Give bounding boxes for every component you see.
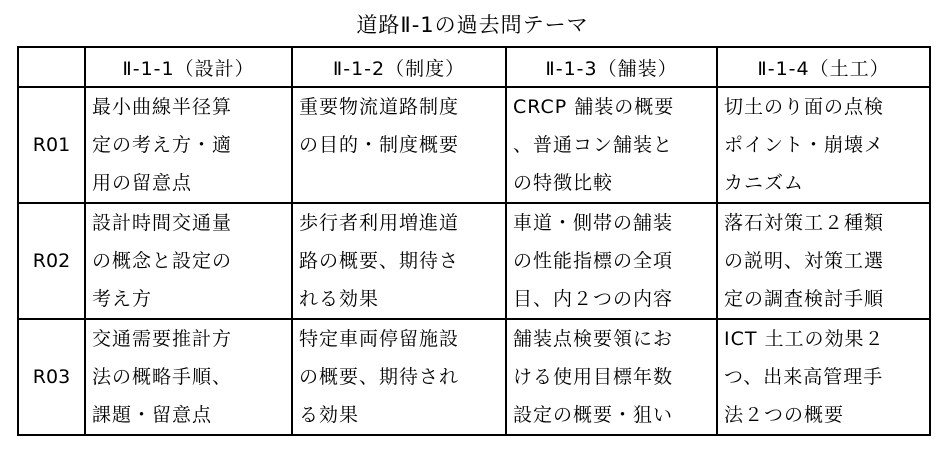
table-cell — [717, 319, 930, 435]
page-title: 道路Ⅱ-1の過去問テーマ — [356, 13, 589, 37]
cell-line: 、普通コン舗装と — [513, 134, 674, 156]
table-cell — [85, 203, 292, 319]
cell-line: 定の考え方・適 — [92, 134, 233, 156]
cell-line: 設計時間交通量 — [92, 212, 233, 234]
year-cell: R03 — [18, 319, 85, 435]
table-cell — [292, 319, 506, 435]
year-cell: R02 — [18, 203, 85, 319]
cell-line: 法２つの概要 — [724, 404, 845, 426]
cell-line: CRCP 舗装の概要 — [513, 96, 675, 118]
table-row-r02 — [18, 203, 930, 319]
cell-line: 切土のり面の点検 — [724, 96, 885, 118]
table-header-row — [18, 47, 930, 87]
table-cell — [85, 87, 292, 203]
header-corner-cell — [18, 47, 85, 87]
cell-line: ポイント・崩壊メ — [724, 134, 885, 156]
cell-line: れる効果 — [299, 288, 380, 310]
table-cell — [506, 319, 717, 435]
cell-line: 重要物流道路制度 — [299, 96, 460, 118]
table-cell — [717, 203, 930, 319]
cell-line: 落石対策工２種類 — [724, 212, 885, 234]
cell-line: 法の概略手順、 — [92, 366, 233, 388]
cell-line: 歩行者利用増進道 — [299, 212, 460, 234]
cell-line: 目、内２つの内容 — [513, 288, 674, 310]
cell-line: 設定の概要・狙い — [513, 404, 674, 426]
cell-line: の特徴比較 — [513, 172, 614, 194]
cell-line: ICT 土工の効果２ — [724, 328, 885, 350]
cell-line: ける使用目標年数 — [513, 366, 674, 388]
table-row-r01 — [18, 87, 930, 203]
cell-line: の概要、期待され — [299, 366, 460, 388]
table-row-r03 — [18, 319, 930, 435]
cell-line: の目的・制度概要 — [299, 134, 460, 156]
year-cell: R01 — [18, 87, 85, 203]
cell-line: 課題・留意点 — [92, 404, 213, 426]
table-cell — [85, 319, 292, 435]
cell-line: 舗装点検要領にお — [513, 328, 674, 350]
cell-line: の性能指標の全項 — [513, 250, 674, 272]
header-system: Ⅱ-1-2（制度） — [292, 47, 506, 87]
cell-line: カニズム — [724, 172, 805, 194]
past-exam-themes-table — [17, 46, 931, 436]
cell-line: 用の留意点 — [92, 172, 193, 194]
header-design: Ⅱ-1-1（設計） — [85, 47, 292, 87]
cell-line: 最小曲線半径算 — [92, 96, 233, 118]
cell-line: 路の概要、期待さ — [299, 250, 460, 272]
table-cell — [506, 87, 717, 203]
table-cell — [292, 203, 506, 319]
table-cell — [717, 87, 930, 203]
cell-line: る効果 — [299, 404, 360, 426]
header-pavement: Ⅱ-1-3（舗装） — [506, 47, 717, 87]
cell-line: 考え方 — [92, 288, 153, 310]
cell-line: 定の調査検討手順 — [724, 288, 885, 310]
table-cell — [292, 87, 506, 203]
cell-line: 交通需要推計方 — [92, 328, 233, 350]
cell-line: 車道・側帯の舗装 — [513, 212, 674, 234]
table-cell — [506, 203, 717, 319]
cell-line: の概念と設定の — [92, 250, 233, 272]
cell-line: の説明、対策工選 — [724, 250, 885, 272]
cell-line: つ、出来高管理手 — [724, 366, 884, 388]
header-earthwork: Ⅱ-1-4（土工） — [717, 47, 930, 87]
cell-line — [299, 164, 499, 202]
cell-line: 特定車両停留施設 — [299, 328, 460, 350]
